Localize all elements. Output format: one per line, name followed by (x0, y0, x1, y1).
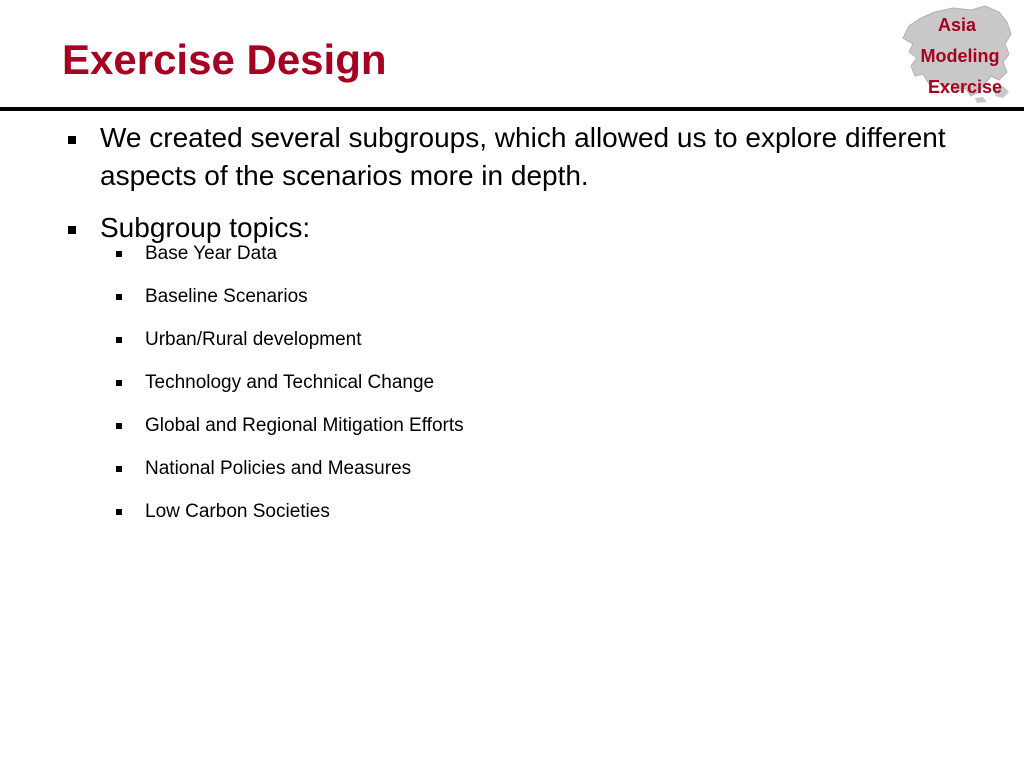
sub-bullet-text: Urban/Rural development (145, 329, 362, 350)
square-bullet-icon (68, 136, 76, 144)
sub-bullet-list (100, 243, 982, 544)
sub-bullet-text: National Policies and Measures (145, 458, 412, 479)
bullet-text: Subgroup topics: (100, 212, 311, 243)
asia-island-shape (975, 97, 987, 103)
sub-bullet-item (62, 501, 982, 544)
slide-title: Exercise Design (62, 36, 387, 83)
square-bullet-icon (116, 294, 122, 300)
bullet-list (62, 119, 982, 558)
bullet-item (62, 209, 982, 544)
square-bullet-icon (116, 251, 122, 257)
sub-bullet-item (62, 286, 982, 329)
square-bullet-icon (116, 423, 122, 429)
title-divider (0, 107, 1024, 111)
sub-bullet-text: Baseline Scenarios (145, 286, 308, 307)
bullet-text: We created several subgroups, which allowed us to explore different aspects of the scenarios more in depth. (100, 122, 946, 191)
logo-word: Asia (937, 15, 977, 35)
sub-bullet-text: Low Carbon Societies (145, 501, 330, 522)
asia-modeling-exercise-logo (895, 4, 1019, 104)
square-bullet-icon (116, 337, 122, 343)
sub-bullet-item (62, 415, 982, 458)
logo-word: Exercise (927, 77, 1003, 97)
sub-bullet-text: Base Year Data (145, 243, 278, 264)
square-bullet-icon (68, 226, 76, 234)
logo-word: Modeling (920, 46, 1000, 66)
sub-bullet-text: Technology and Technical Change (145, 372, 435, 393)
sub-bullet-text: Global and Regional Mitigation Efforts (145, 415, 464, 436)
sub-bullet-item (62, 458, 982, 501)
square-bullet-icon (116, 466, 122, 472)
bullet-item (62, 119, 982, 195)
sub-bullet-item (62, 372, 982, 415)
sub-bullet-item (62, 243, 982, 286)
sub-bullet-item (62, 329, 982, 372)
square-bullet-icon (116, 509, 122, 515)
square-bullet-icon (116, 380, 122, 386)
